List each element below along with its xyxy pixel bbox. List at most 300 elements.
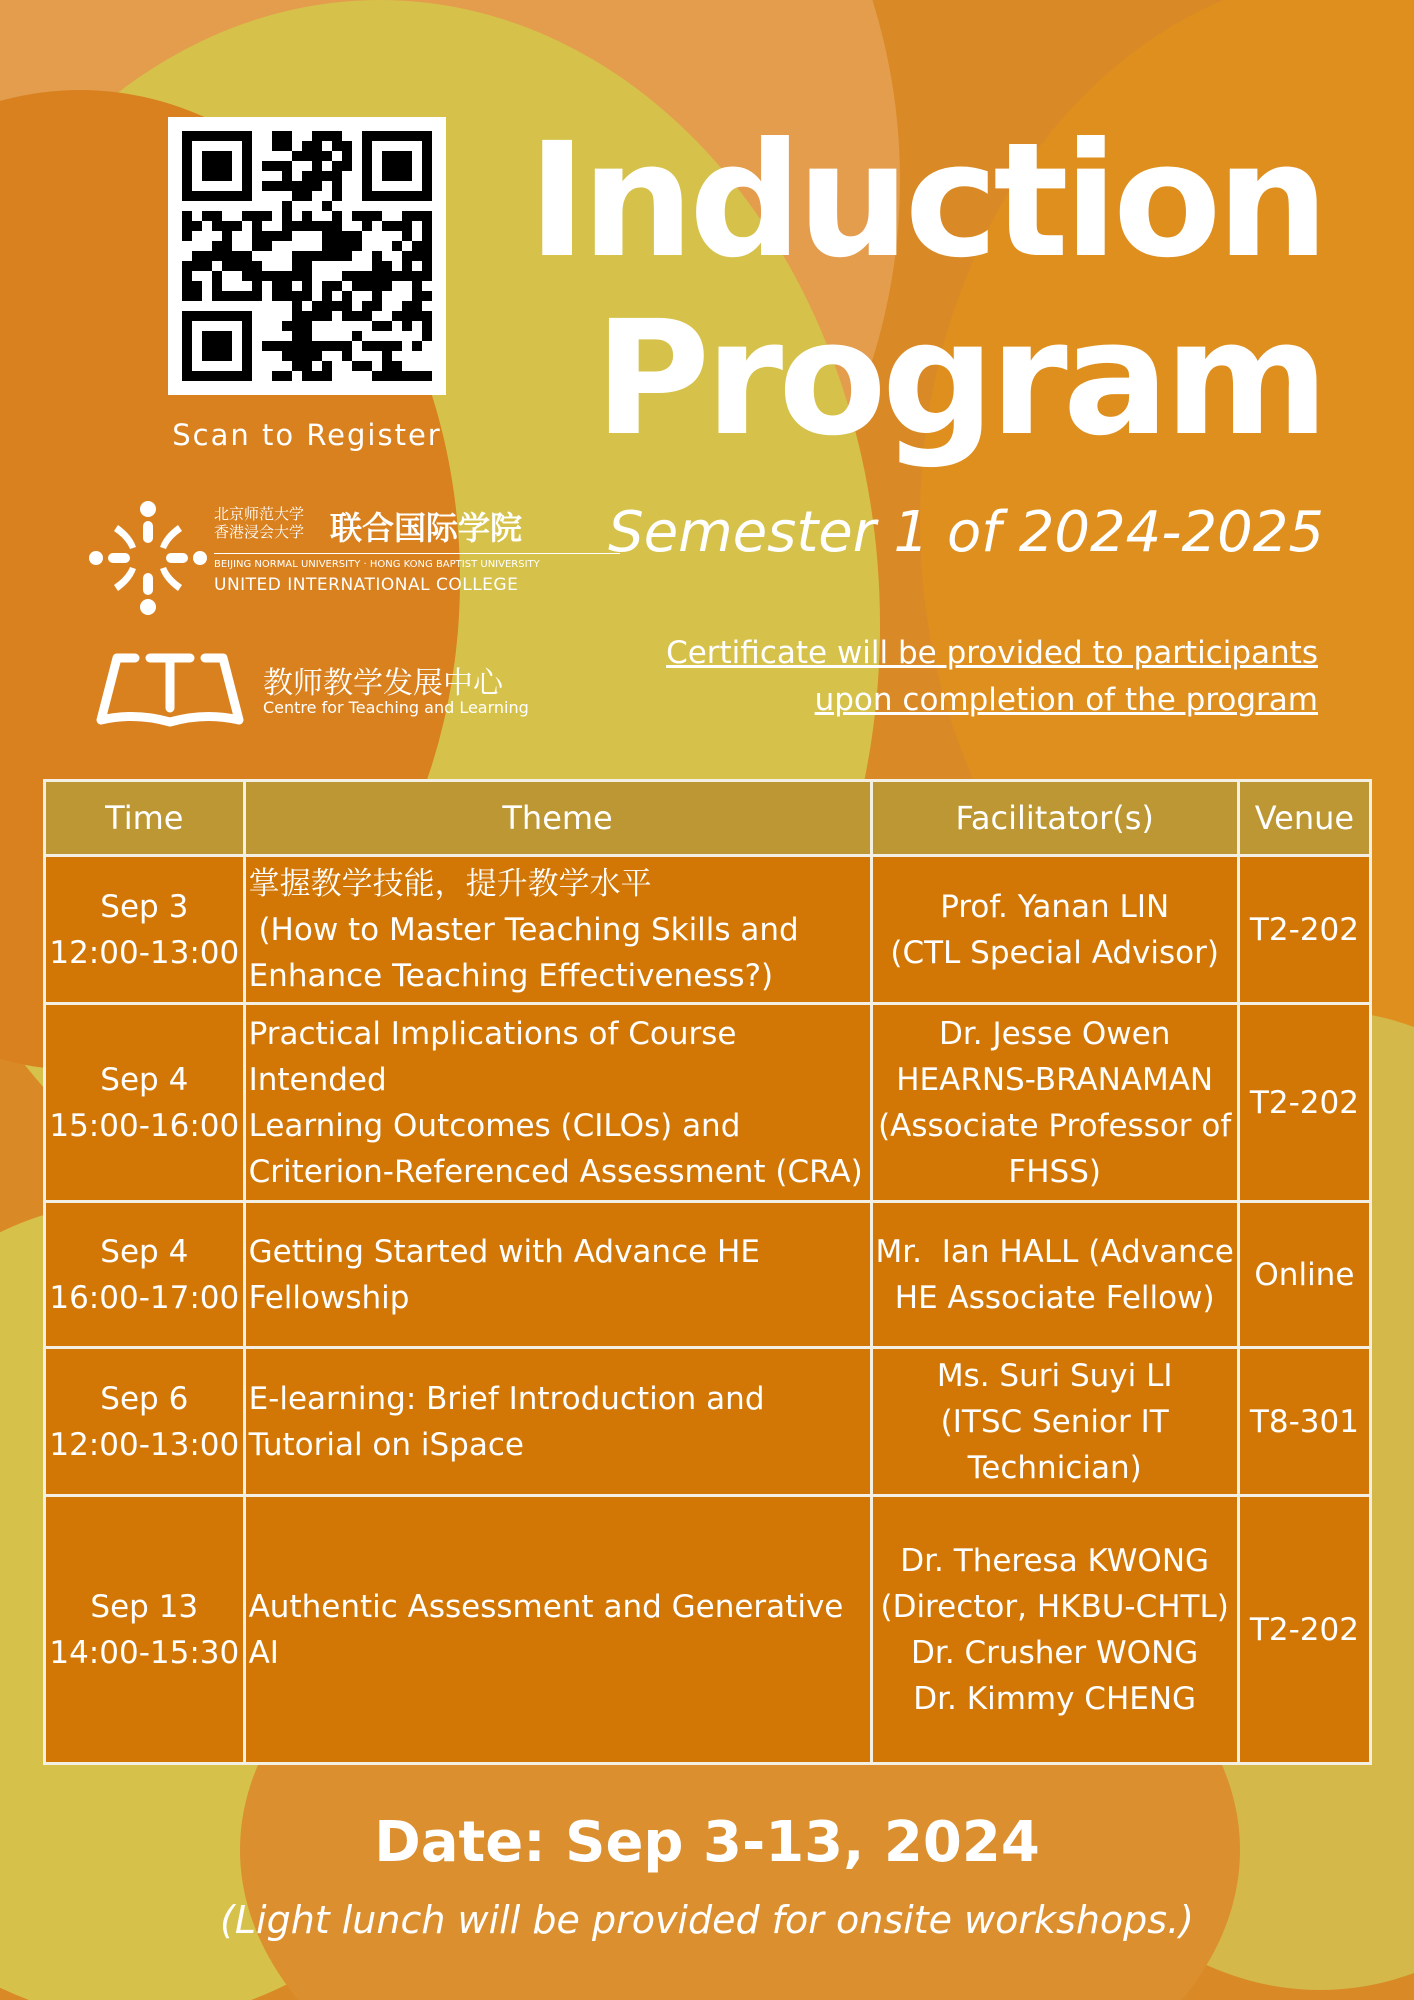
qr-module xyxy=(302,271,312,281)
qr-module xyxy=(292,191,302,201)
qr-module xyxy=(282,321,292,331)
qr-module xyxy=(232,251,242,261)
qr-module xyxy=(202,161,212,171)
qr-module xyxy=(342,161,352,171)
qr-module xyxy=(212,341,222,351)
qr-code-icon xyxy=(182,131,432,381)
qr-module xyxy=(312,351,322,361)
qr-module xyxy=(222,151,232,161)
qr-module xyxy=(382,361,392,371)
qr-module xyxy=(382,371,392,381)
qr-module xyxy=(182,261,192,271)
qr-module xyxy=(412,291,422,301)
qr-module xyxy=(282,291,292,301)
qr-module xyxy=(272,371,282,381)
qr-module xyxy=(362,161,372,171)
qr-module xyxy=(352,231,362,241)
qr-module xyxy=(342,311,352,321)
qr-module xyxy=(312,311,322,321)
certificate-notice xyxy=(618,630,1318,724)
column-header-venue: Venue xyxy=(1238,781,1370,856)
facilitator-line: (Director, HKBU-CHTL) xyxy=(880,1588,1229,1625)
page-title xyxy=(527,109,1324,471)
theme-cell xyxy=(244,1004,871,1202)
qr-module xyxy=(262,271,272,281)
qr-module xyxy=(202,341,212,351)
qr-module xyxy=(362,211,372,221)
qr-module xyxy=(372,281,382,291)
lunch-note: (Light lunch will be provided for onsite workshops.) xyxy=(220,1898,1194,1942)
qr-module xyxy=(412,131,422,141)
qr-module xyxy=(262,211,272,221)
qr-module xyxy=(292,361,302,371)
theme-line: Criterion-Referenced Assessment (CRA) xyxy=(248,1153,863,1190)
qr-module xyxy=(202,151,212,161)
qr-module xyxy=(242,141,252,151)
qr-module xyxy=(412,281,422,291)
qr-module xyxy=(292,291,302,301)
qr-module xyxy=(222,241,232,251)
qr-module xyxy=(412,371,422,381)
qr-module xyxy=(212,311,222,321)
qr-module xyxy=(302,321,312,331)
qr-module xyxy=(192,311,202,321)
table-row xyxy=(45,1348,1371,1496)
qr-module xyxy=(182,281,192,291)
qr-module xyxy=(422,321,432,331)
qr-module xyxy=(372,371,382,381)
qr-module xyxy=(402,211,412,221)
qr-module xyxy=(362,281,372,291)
qr-module xyxy=(302,281,312,291)
qr-module xyxy=(292,331,302,341)
qr-module xyxy=(202,131,212,141)
qr-module xyxy=(372,191,382,201)
qr-module xyxy=(242,351,252,361)
qr-module xyxy=(332,281,342,291)
qr-module xyxy=(352,241,362,251)
qr-module xyxy=(182,171,192,181)
qr-module xyxy=(382,271,392,281)
qr-module xyxy=(242,371,252,381)
qr-module xyxy=(232,191,242,201)
qr-module xyxy=(272,271,282,281)
qr-module xyxy=(182,131,192,141)
qr-module xyxy=(182,341,192,351)
qr-module xyxy=(392,271,402,281)
theme-line: Getting Started with Advance HE xyxy=(248,1233,760,1270)
qr-module xyxy=(372,291,382,301)
qr-module xyxy=(322,361,332,371)
qr-module xyxy=(242,251,252,261)
qr-module xyxy=(272,281,282,291)
qr-module xyxy=(212,191,222,201)
qr-module xyxy=(322,341,332,351)
event-date: Date: Sep 3-13, 2024 xyxy=(374,1810,1040,1875)
qr-module xyxy=(232,131,242,141)
qr-module xyxy=(272,291,282,301)
qr-module xyxy=(322,281,332,291)
qr-module xyxy=(422,261,432,271)
qr-module xyxy=(382,191,392,201)
qr-module xyxy=(242,331,252,341)
qr-module xyxy=(322,311,332,321)
qr-module xyxy=(252,261,262,271)
qr-module xyxy=(212,371,222,381)
qr-module xyxy=(322,131,332,141)
qr-module xyxy=(402,231,412,241)
qr-module xyxy=(312,221,322,231)
session-date: Sep 4 xyxy=(100,1233,189,1270)
qr-module xyxy=(232,221,242,231)
qr-module xyxy=(372,321,382,331)
qr-module xyxy=(402,151,412,161)
qr-module xyxy=(192,261,202,271)
qr-module xyxy=(242,161,252,171)
qr-module xyxy=(222,231,232,241)
qr-module xyxy=(342,241,352,251)
qr-module xyxy=(222,191,232,201)
qr-module xyxy=(362,301,372,311)
qr-module xyxy=(232,291,242,301)
facilitator-cell xyxy=(871,1348,1238,1496)
qr-module xyxy=(292,301,302,311)
qr-module xyxy=(352,361,362,371)
column-header-time: Time xyxy=(45,781,245,856)
qr-module xyxy=(222,131,232,141)
qr-module xyxy=(342,151,352,161)
qr-module xyxy=(232,371,242,381)
qr-module xyxy=(182,151,192,161)
qr-module xyxy=(382,261,392,271)
qr-module xyxy=(402,371,412,381)
qr-module xyxy=(412,341,422,351)
qr-module xyxy=(332,161,342,171)
qr-module xyxy=(332,131,342,141)
qr-module xyxy=(322,241,332,251)
qr-module xyxy=(212,161,222,171)
qr-module xyxy=(292,151,302,161)
qr-module xyxy=(182,211,192,221)
qr-module xyxy=(242,291,252,301)
facilitator-line: (ITSC Senior IT xyxy=(940,1403,1169,1440)
qr-module xyxy=(292,221,302,231)
qr-module xyxy=(392,131,402,141)
qr-module xyxy=(212,241,222,251)
qr-module xyxy=(382,281,392,291)
qr-module xyxy=(312,151,322,161)
qr-module xyxy=(312,301,322,311)
facilitator-line: HE Associate Fellow) xyxy=(894,1279,1215,1316)
uic-chinese-name: 联合国际学院 xyxy=(330,509,523,547)
qr-module xyxy=(182,181,192,191)
facilitator-line: Ms. Suri Suyi LI xyxy=(936,1357,1173,1394)
title-line-2: Program xyxy=(594,287,1324,471)
qr-module xyxy=(252,221,262,231)
qr-module xyxy=(322,251,332,261)
facilitator-line: FHSS) xyxy=(1008,1153,1101,1190)
qr-module xyxy=(292,261,302,271)
qr-module xyxy=(282,211,292,221)
qr-module xyxy=(332,241,342,251)
qr-module xyxy=(302,181,312,191)
qr-module xyxy=(202,251,212,261)
qr-module xyxy=(422,251,432,261)
qr-module xyxy=(392,221,402,231)
qr-module xyxy=(282,141,292,151)
qr-module xyxy=(402,301,412,311)
qr-module xyxy=(282,281,292,291)
qr-module xyxy=(422,331,432,341)
qr-module xyxy=(262,181,272,191)
qr-module xyxy=(412,211,422,221)
ctl-book-icon xyxy=(95,650,245,730)
qr-module xyxy=(282,371,292,381)
qr-module xyxy=(422,231,432,241)
qr-module xyxy=(302,291,312,301)
uic-logo xyxy=(88,495,538,620)
qr-module xyxy=(292,311,302,321)
qr-module xyxy=(382,161,392,171)
qr-module xyxy=(402,221,412,231)
qr-module xyxy=(392,361,402,371)
facilitator-line: Dr. Kimmy CHENG xyxy=(913,1680,1197,1717)
qr-module xyxy=(322,301,332,311)
qr-module xyxy=(222,251,232,261)
qr-module xyxy=(212,271,222,281)
qr-module xyxy=(302,171,312,181)
qr-module xyxy=(422,211,432,221)
qr-module xyxy=(282,221,292,231)
qr-module xyxy=(372,261,382,271)
qr-module xyxy=(392,191,402,201)
qr-module xyxy=(192,191,202,201)
session-time: 16:00-17:00 xyxy=(49,1279,240,1316)
qr-module xyxy=(422,221,432,231)
theme-line: Tutorial on iSpace xyxy=(248,1426,524,1463)
qr-module xyxy=(412,191,422,201)
qr-module xyxy=(402,261,412,271)
schedule-table xyxy=(43,779,1372,1765)
qr-module xyxy=(362,181,372,191)
qr-module xyxy=(422,131,432,141)
qr-module xyxy=(312,131,322,141)
qr-module xyxy=(302,251,312,261)
qr-module xyxy=(372,131,382,141)
title-line-1: Induction xyxy=(527,109,1324,293)
qr-module xyxy=(412,311,422,321)
ctl-logo xyxy=(95,650,535,730)
qr-module xyxy=(322,221,332,231)
qr-module xyxy=(362,171,372,181)
scan-to-register-label: Scan to Register xyxy=(172,418,442,452)
qr-module xyxy=(392,151,402,161)
qr-module xyxy=(262,161,272,171)
qr-module xyxy=(252,281,262,291)
qr-module xyxy=(422,191,432,201)
qr-module xyxy=(422,291,432,301)
column-header-facilitators: Facilitator(s) xyxy=(871,781,1238,856)
uic-emblem-icon xyxy=(88,495,208,620)
qr-module xyxy=(192,251,202,261)
qr-module xyxy=(282,271,292,281)
qr-module xyxy=(202,211,212,221)
qr-module xyxy=(292,341,302,351)
qr-module xyxy=(292,351,302,361)
qr-module xyxy=(372,251,382,261)
venue-cell: T2-202 xyxy=(1238,1496,1370,1764)
facilitator-line: Mr. Ian HALL (Advance xyxy=(875,1233,1234,1270)
qr-module xyxy=(352,211,362,221)
qr-module xyxy=(212,351,222,361)
qr-module xyxy=(202,371,212,381)
qr-module xyxy=(362,361,372,371)
qr-module xyxy=(222,221,232,231)
qr-module xyxy=(182,231,192,241)
qr-module xyxy=(382,171,392,181)
qr-module xyxy=(282,341,292,351)
facilitator-cell xyxy=(871,1496,1238,1764)
qr-module xyxy=(272,131,282,141)
facilitator-cell xyxy=(871,1004,1238,1202)
qr-module xyxy=(282,131,292,141)
qr-module xyxy=(192,371,202,381)
session-time: 14:00-15:30 xyxy=(49,1634,240,1671)
qr-module xyxy=(332,181,342,191)
qr-module xyxy=(272,181,282,191)
qr-module xyxy=(212,331,222,341)
qr-module xyxy=(302,191,312,201)
qr-module xyxy=(232,261,242,271)
qr-module xyxy=(262,341,272,351)
qr-module xyxy=(302,371,312,381)
qr-module xyxy=(332,251,342,261)
qr-module xyxy=(412,301,422,311)
qr-module xyxy=(182,371,192,381)
qr-module xyxy=(322,231,332,241)
certificate-line-1: Certificate will be provided to participants xyxy=(666,635,1318,671)
qr-module xyxy=(212,251,222,261)
qr-module xyxy=(382,351,392,361)
qr-module xyxy=(282,231,292,241)
qr-module xyxy=(382,221,392,231)
qr-module xyxy=(182,351,192,361)
theme-line: Fellowship xyxy=(248,1279,410,1316)
qr-module xyxy=(292,251,302,261)
qr-module xyxy=(422,151,432,161)
qr-module xyxy=(402,161,412,171)
session-time: 12:00-13:00 xyxy=(49,1426,240,1463)
uic-chinese-small xyxy=(214,505,304,541)
registration-qr-code[interactable] xyxy=(168,117,446,395)
facilitator-line: Dr. Crusher WONG xyxy=(911,1634,1199,1671)
column-header-theme: Theme xyxy=(244,781,871,856)
qr-module xyxy=(302,351,312,361)
qr-module xyxy=(302,151,312,161)
qr-module xyxy=(312,371,322,381)
qr-module xyxy=(402,271,412,281)
theme-line: Authentic Assessment and Generative AI xyxy=(248,1588,844,1671)
facilitator-cell xyxy=(871,1202,1238,1348)
time-cell xyxy=(45,1202,245,1348)
qr-module xyxy=(312,181,322,191)
qr-module xyxy=(252,241,262,251)
qr-module xyxy=(382,131,392,141)
qr-module xyxy=(332,301,342,311)
theme-line: (How to Master Teaching Skills and xyxy=(248,911,799,948)
qr-module xyxy=(422,371,432,381)
qr-module xyxy=(392,161,402,171)
qr-module xyxy=(352,271,362,281)
qr-module xyxy=(302,361,312,371)
facilitator-line: Dr. Jesse Owen xyxy=(938,1015,1171,1052)
theme-cell xyxy=(244,856,871,1004)
qr-module xyxy=(212,171,222,181)
qr-module xyxy=(332,191,342,201)
qr-module xyxy=(362,341,372,351)
qr-module xyxy=(332,221,342,231)
qr-module xyxy=(422,181,432,191)
venue-cell: T2-202 xyxy=(1238,1004,1370,1202)
theme-line: Learning Outcomes (CILOs) and xyxy=(248,1107,741,1144)
qr-module xyxy=(332,171,342,181)
qr-module xyxy=(212,291,222,301)
theme-cell xyxy=(244,1496,871,1764)
facilitator-line: Dr. Theresa KWONG xyxy=(900,1542,1210,1579)
qr-module xyxy=(182,311,192,321)
qr-module xyxy=(222,331,232,341)
qr-module xyxy=(182,161,192,171)
qr-module xyxy=(202,331,212,341)
qr-module xyxy=(392,371,402,381)
qr-module xyxy=(222,311,232,321)
time-cell xyxy=(45,1348,245,1496)
qr-module xyxy=(242,341,252,351)
qr-module xyxy=(202,171,212,181)
facilitator-line: HEARNS-BRANAMAN xyxy=(896,1061,1214,1098)
theme-line: Practical Implications of Course Intended xyxy=(248,1015,737,1098)
qr-module xyxy=(232,311,242,321)
qr-module xyxy=(322,201,332,211)
qr-module xyxy=(222,161,232,171)
time-cell xyxy=(45,1004,245,1202)
theme-line: Enhance Teaching Effectiveness?) xyxy=(248,957,774,994)
qr-module xyxy=(312,251,322,261)
qr-module xyxy=(222,371,232,381)
qr-module xyxy=(192,281,202,291)
qr-module xyxy=(282,161,292,171)
qr-module xyxy=(302,261,312,271)
qr-module xyxy=(322,371,332,381)
facilitator-cell xyxy=(871,856,1238,1004)
qr-module xyxy=(362,191,372,201)
qr-module xyxy=(412,271,422,281)
qr-module xyxy=(292,321,302,331)
qr-module xyxy=(322,171,332,181)
qr-module xyxy=(332,211,342,221)
qr-module xyxy=(192,221,202,231)
time-cell xyxy=(45,856,245,1004)
qr-module xyxy=(182,361,192,371)
qr-module xyxy=(412,241,422,251)
qr-module xyxy=(182,291,192,301)
theme-cell xyxy=(244,1348,871,1496)
facilitator-line: Technician) xyxy=(967,1449,1142,1486)
qr-module xyxy=(282,171,292,181)
qr-module xyxy=(202,351,212,361)
qr-module xyxy=(362,151,372,161)
qr-module xyxy=(362,131,372,141)
